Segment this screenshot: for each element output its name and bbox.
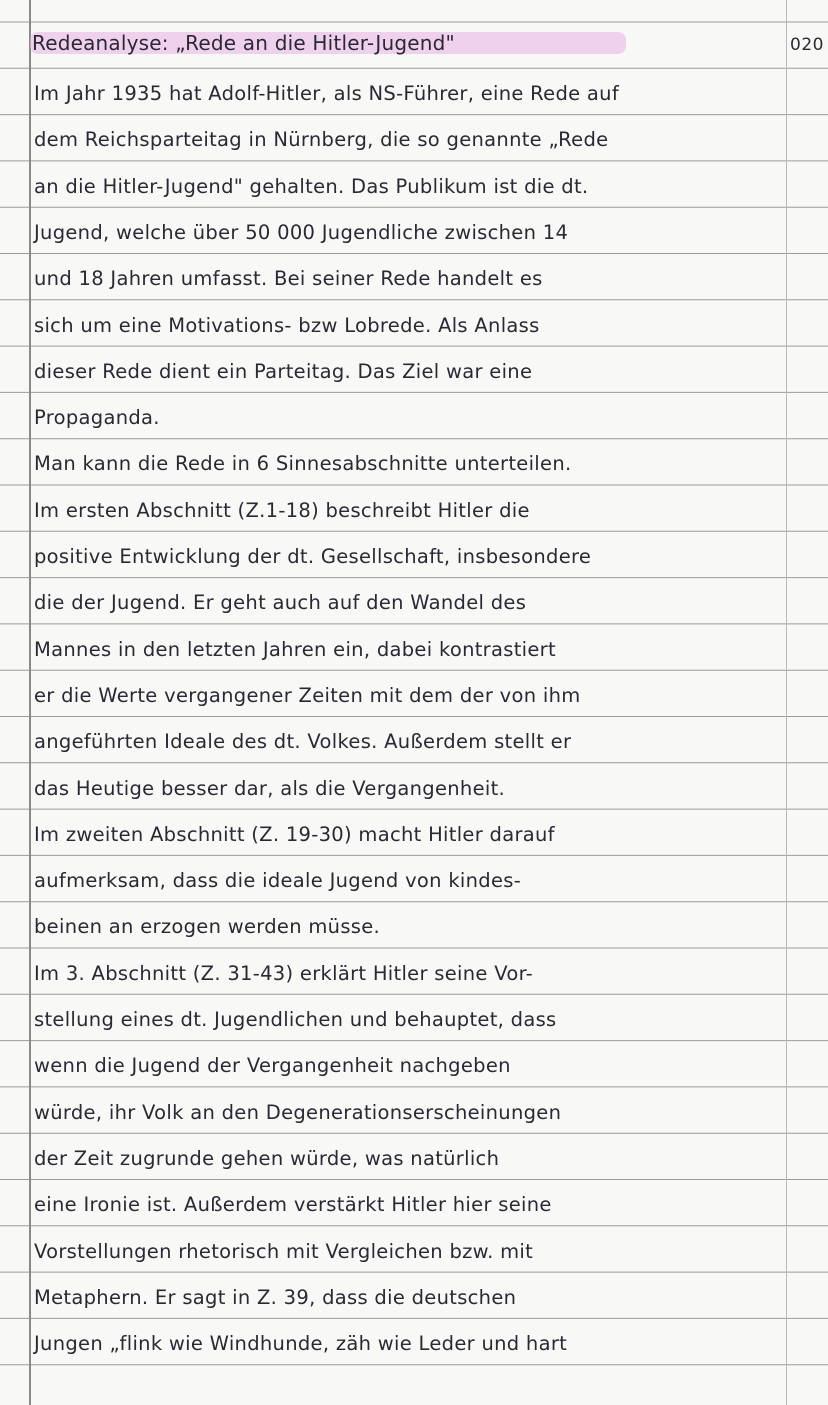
text-line: sich um eine Motivations- bzw Lobrede. Als Anlass — [34, 313, 540, 337]
text-line: der Zeit zugrunde gehen würde, was natürlich — [34, 1146, 500, 1170]
text-line: dieser Rede dient ein Parteitag. Das Ziel war eine — [34, 359, 533, 383]
page-number: 020 — [790, 35, 824, 55]
document-title: Redeanalyse: „Rede an die Hitler-Jugend" — [32, 31, 455, 55]
right-margin-line — [786, 0, 787, 1405]
text-line: Vorstellungen rhetorisch mit Vergleichen bzw. mit — [34, 1239, 534, 1263]
text-line: Im zweiten Abschnitt (Z. 19-30) macht Hitler darauf — [34, 822, 555, 846]
text-line: Im 3. Abschnitt (Z. 31-43) erklärt Hitler seine Vor- — [34, 961, 533, 985]
text-line: das Heutige besser dar, als die Vergangenheit. — [34, 776, 506, 800]
text-line: Metaphern. Er sagt in Z. 39, dass die deutschen — [34, 1285, 517, 1309]
text-line: Man kann die Rede in 6 Sinnesabschnitte unterteilen. — [34, 452, 572, 476]
text-line: angeführten Ideale des dt. Volkes. Außerdem stellt er — [34, 730, 572, 754]
text-line: positive Entwicklung der dt. Gesellschaft, insbesondere — [34, 545, 592, 568]
text-line: und 18 Jahren umfasst. Bei seiner Rede handelt es — [34, 267, 543, 291]
text-line: die der Jugend. Er geht auch auf den Wandel des — [34, 591, 527, 615]
text-line: er die Werte vergangener Zeiten mit dem der von ihm — [34, 683, 581, 707]
text-line: beinen an erzogen werden müsse. — [34, 915, 381, 939]
left-margin-line — [29, 0, 31, 1405]
text-line: wenn die Jugend der Vergangenheit nachgeben — [34, 1054, 511, 1078]
text-line: Jugend, welche über 50 000 Jugendliche zwischen 14 — [34, 220, 569, 244]
text-line: Mannes in den letzten Jahren ein, dabei kontrastiert — [34, 637, 556, 661]
text-line: an die Hitler-Jugend" gehalten. Das Publikum ist die dt. — [34, 174, 589, 198]
text-line: eine Ironie ist. Außerdem verstärkt Hitler hier seine — [34, 1193, 552, 1217]
text-line: Im Jahr 1935 hat Adolf-Hitler, als NS-Führer, eine Rede auf — [34, 82, 619, 105]
text-line: dem Reichsparteitag in Nürnberg, die so genannte „Rede — [34, 128, 609, 152]
text-line: Im ersten Abschnitt (Z.1-18) beschreibt Hitler die — [34, 498, 530, 522]
text-line: aufmerksam, dass die ideale Jugend von kindes- — [34, 869, 522, 893]
text-line: Propaganda. — [34, 406, 160, 430]
text-line: Jungen „flink wie Windhunde, zäh wie Leder und hart — [34, 1332, 568, 1356]
text-line: würde, ihr Volk an den Degenerationserscheinungen — [34, 1100, 562, 1124]
text-line: stellung eines dt. Jugendlichen und behauptet, dass — [34, 1008, 557, 1031]
